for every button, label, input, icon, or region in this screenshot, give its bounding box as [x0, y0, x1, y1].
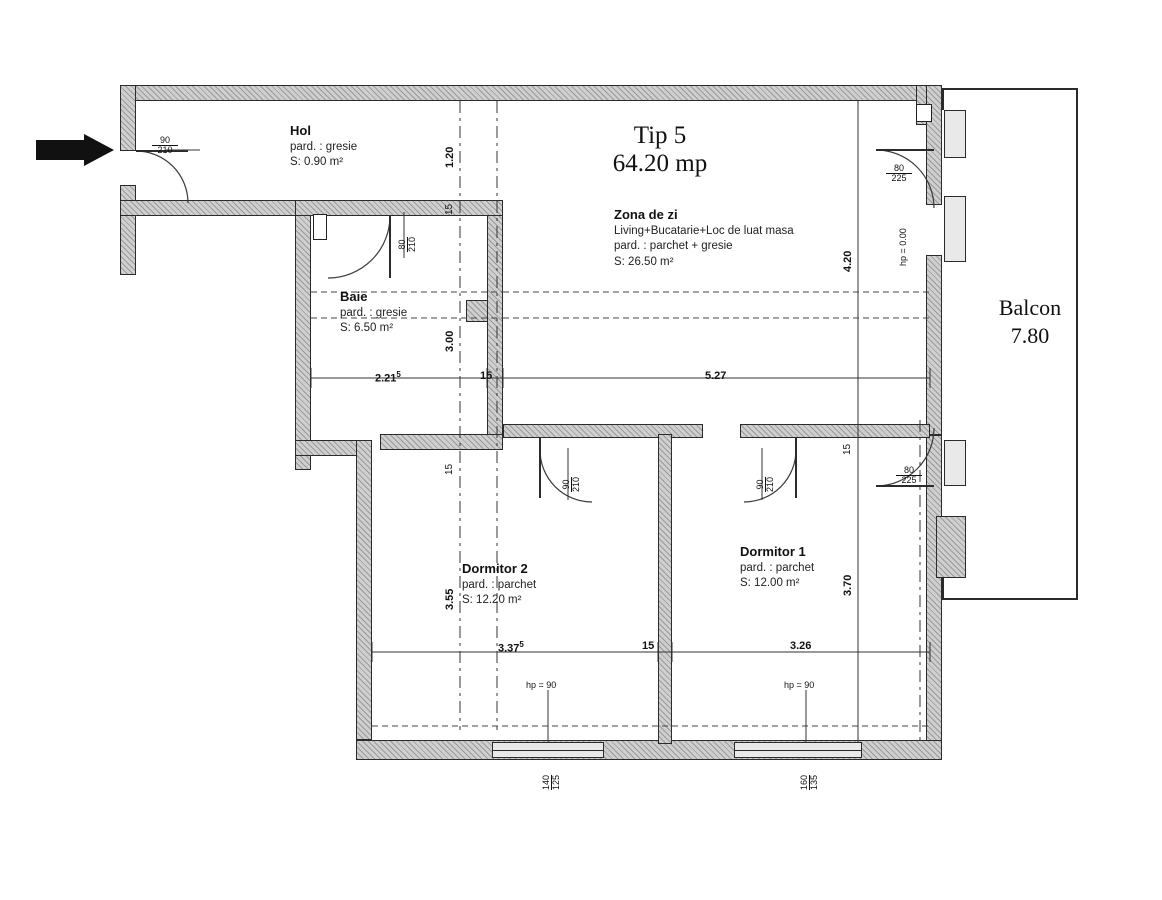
window-sill-dorm1 [734, 750, 862, 751]
wall-hol-bottom [120, 200, 310, 216]
balcony-outline-left-upper [942, 88, 944, 110]
opening-tag-dorm2-door: 90 210 [561, 476, 582, 492]
balcony-wall-lower [936, 516, 966, 578]
room-finish-baie: pard. : gresie [340, 306, 408, 319]
room-area-baie: S: 6.50 m² [340, 322, 394, 335]
room-name-dormitor-1: Dormitor 1 [740, 544, 806, 559]
room-label-zona-de-zi [614, 206, 794, 270]
balcony-label [984, 294, 1076, 349]
room-finish-hol: pard. : gresie [290, 140, 358, 153]
dim-3-55: 3.55 [444, 588, 456, 610]
plan-title [560, 122, 760, 178]
balcony-glazing-bottom [944, 440, 966, 486]
room-name-hol: Hol [290, 123, 311, 138]
opening-tag-window-dorm1: 160 135 [799, 774, 820, 790]
entrance-arrow-icon [36, 134, 114, 171]
wall-right-balcony-pier [926, 255, 942, 435]
balcony-glazing-mid [944, 196, 966, 262]
balcony-outline-bottom [942, 598, 1078, 600]
wall-right-lower [926, 435, 942, 755]
room-area-dormitor-2: S: 12.20 m² [462, 594, 522, 607]
balcony-fixture-icon [916, 104, 932, 122]
dim-2-21: 2.21$^5$ [375, 370, 401, 385]
balcony-glazing-top [944, 110, 966, 158]
room-finish-dormitor-2: pard. : parchet [462, 578, 537, 591]
room-finish-dormitor-1: pard. : parchet [740, 561, 815, 574]
room-label-dormitor-1 [740, 543, 814, 592]
kitchen-fixture-icon [313, 214, 327, 240]
dim-3-37: 3.37$^5$ [498, 640, 524, 655]
opening-tag-bath-door: 80 210 [397, 236, 418, 252]
annotation-hp-dorm1: hp = 90 [784, 680, 815, 690]
balcony-outline-right [1076, 88, 1078, 600]
wall-bath-bottom [380, 434, 503, 450]
dim-15-v-b: 15 [444, 463, 455, 475]
wall-entry-left-stub [120, 85, 136, 151]
dim-3-00: 3.00 [444, 330, 456, 352]
wall-corridor-stub [466, 300, 488, 322]
wall-top-outer [120, 85, 940, 101]
room-area-zona-de-zi: S: 26.50 m² [614, 255, 674, 268]
room-label-hol [290, 122, 357, 171]
wall-dorm2-left [356, 440, 372, 740]
plan-title-area: 64.20 mp [612, 150, 708, 177]
dim-4-20: 4.20 [842, 250, 854, 272]
room-desc-zona-de-zi: Living+Bucatarie+Loc de luat masa [614, 224, 794, 237]
room-name-dormitor-2: Dormitor 2 [462, 561, 528, 576]
wall-bath-right [487, 200, 503, 450]
wall-entry-left-lower [120, 185, 136, 275]
wall-bedroom-divider [658, 434, 672, 744]
dim-15-upper: 15 [480, 370, 493, 382]
room-label-baie [340, 288, 407, 337]
annotation-hp-balcony: hp = 0.00 [898, 228, 908, 266]
opening-tag-entry-door: 90 210 [152, 136, 178, 156]
dim-15-lower: 15 [642, 640, 655, 652]
wall-living-bedrooms [503, 424, 703, 438]
dim-3-70: 3.70 [842, 574, 854, 596]
room-name-zona-de-zi: Zona de zi [614, 207, 678, 222]
dim-1-20: 1.20 [444, 146, 456, 168]
opening-tag-balcony-top: 80 225 [886, 164, 912, 184]
balcony-label-name: Balcon [998, 295, 1062, 320]
wall-right-upper [926, 85, 942, 205]
balcony-label-area: 7.80 [1010, 322, 1050, 348]
balcony-outline-top [942, 88, 1078, 90]
room-area-dormitor-1: S: 12.00 m² [740, 577, 800, 590]
room-finish-zona-de-zi: pard. : parchet + gresie [614, 240, 733, 253]
room-name-baie: Baie [340, 289, 368, 304]
balcony-outline-left-lower [942, 578, 944, 600]
opening-tag-balcony-bottom: 80 225 [896, 466, 922, 486]
opening-tag-dorm1-door: 90 210 [755, 476, 776, 492]
wall-bath-left [295, 200, 311, 470]
plan-title-type: Tip 5 [633, 122, 687, 149]
dim-15-v-a: 15 [444, 203, 455, 215]
wall-living-bedrooms-right [740, 424, 930, 438]
opening-tag-window-dorm2: 140 125 [541, 774, 562, 790]
room-label-dormitor-2 [462, 560, 536, 609]
dim-15-v-c: 15 [842, 443, 853, 455]
annotation-hp-dorm2: hp = 90 [526, 680, 557, 690]
dim-3-26: 3.26 [790, 640, 812, 652]
dim-5-27: 5.27 [705, 370, 727, 382]
window-sill-dorm2 [492, 750, 604, 751]
room-area-hol: S: 0.90 m² [290, 156, 344, 169]
